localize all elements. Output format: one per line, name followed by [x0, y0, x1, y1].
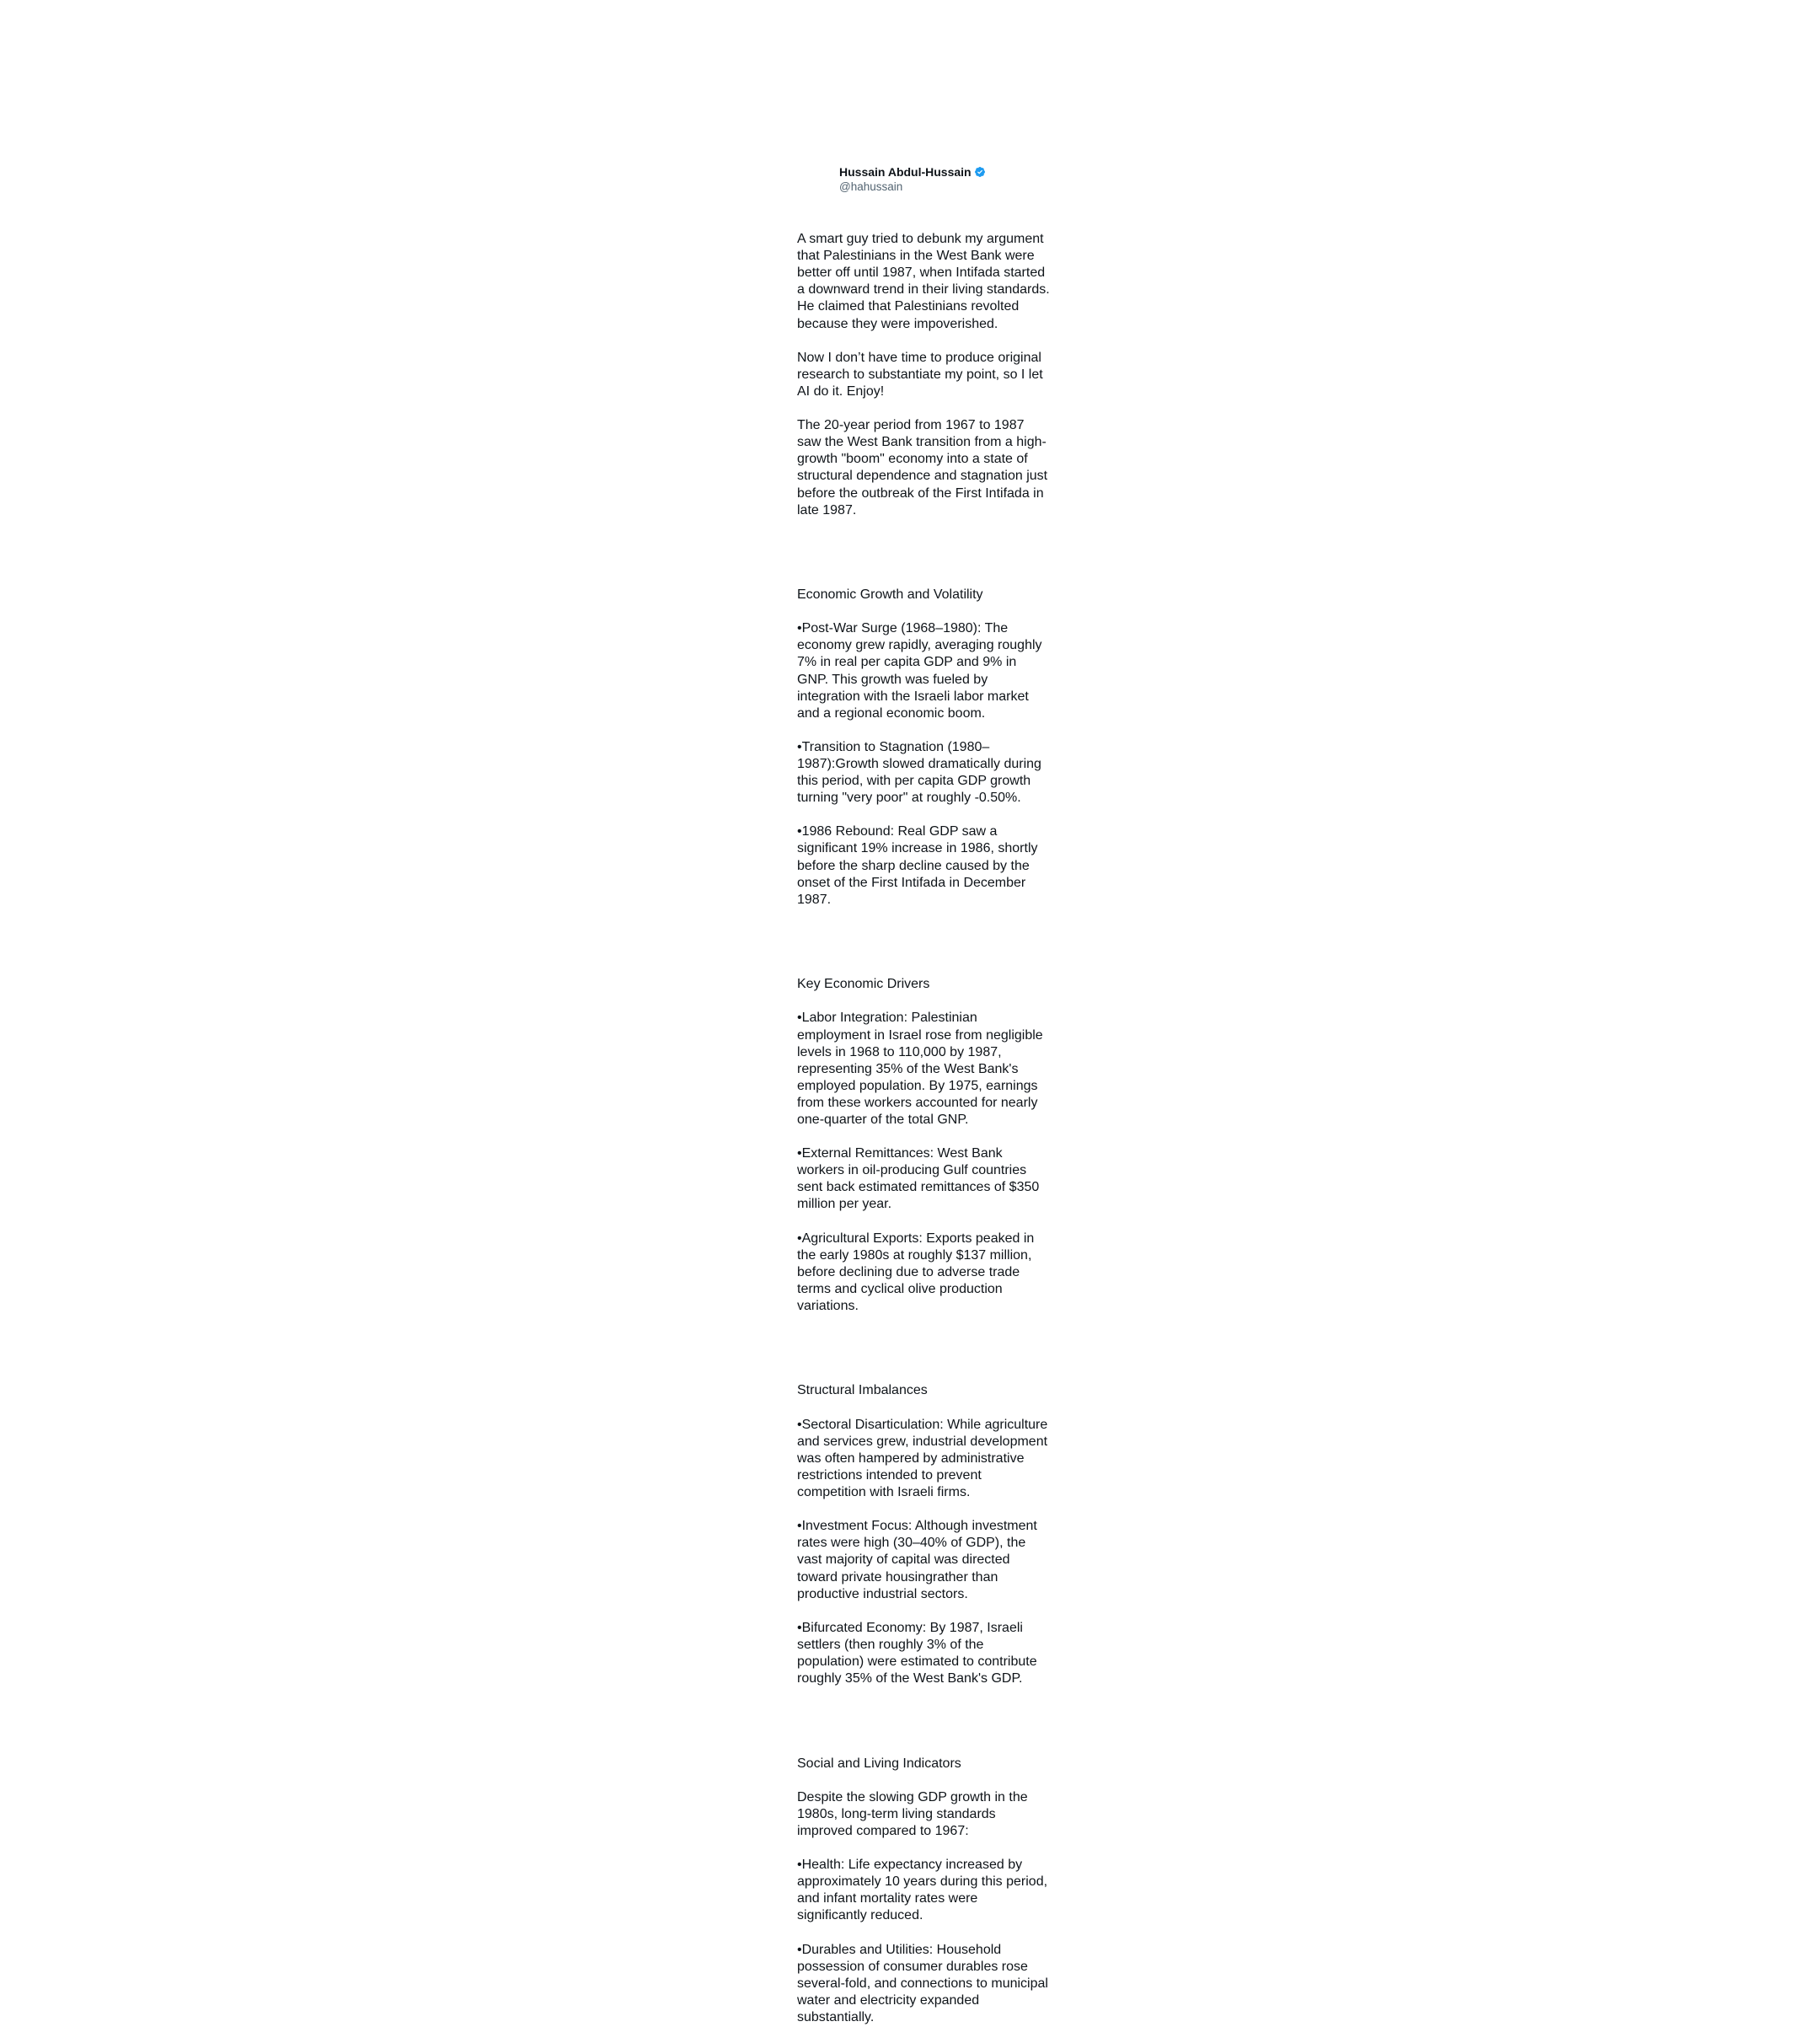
section-line: •1986 Rebound: Real GDP saw a significant 19% increase in 1986, shortly before the sharp decline caused by the onset of the First Intifada in December 1987.: [797, 824, 1038, 907]
section-line: •Transition to Stagnation (1980–1987):Growth slowed dramatically during this period, with per capita GDP growth turning "very poor" at roughly -0.50%.: [797, 739, 1041, 806]
paragraph-gap: [797, 536, 1050, 553]
section-line: •Durables and Utilities: Household possession of consumer durables rose several-fold, and connections to municipal water and electricity expanded substantially.: [797, 1942, 1048, 2024]
name-row: [839, 164, 986, 180]
section-line: •Agricultural Exports: Exports peaked in the early 1980s at roughly $137 million, before declining due to adverse trade terms and cyclical olive production variations.: [797, 1231, 1035, 1313]
section-line: •External Remittances: West Bank workers in oil-producing Gulf countries sent back estimated remittances of $350 million per year.: [797, 1146, 1040, 1212]
avatar[interactable]: [797, 164, 831, 197]
author-handle[interactable]: @hahussain: [839, 180, 903, 193]
section-line: Despite the slowing GDP growth in the 1980s, long-term living standards improved compared to 1967:: [797, 1789, 1028, 1838]
tweet-intro-2: Now I don’t have time to produce original research to substantiate my point, so I let AI do it. Enjoy!: [797, 350, 1043, 399]
verified-badge-icon: [974, 166, 986, 178]
section-line: •Health: Life expectancy increased by approximately 10 years during this period, and infant mortality rates were significantly reduced.: [797, 1858, 1048, 1923]
author-block: [839, 164, 986, 193]
section-line: •Bifurcated Economy: By 1987, Israeli settlers (then roughly 3% of the population) were estimated to contribute roughly 35% of the West Bank's GDP.: [797, 1620, 1037, 1686]
section-line: •Post-War Surge (1968–1980): The economy grew rapidly, averaging roughly 7% in real per capita GDP and 9% in GNP. This growth was fueled by integration with the Israeli labor market and a regional economic boom.: [797, 621, 1042, 721]
tweet-header: [797, 162, 1050, 199]
author-display-name[interactable]: Hussain Abdul-Hussain: [839, 164, 972, 179]
tweet-body: [797, 214, 1050, 2043]
section-line: •Investment Focus: Although investment rates were high (30–40% of GDP), the vast majority of capital was directed toward private housingrather than productive industrial sectors.: [797, 1519, 1037, 1601]
section-line: •Labor Integration: Palestinian employment in Israel rose from negligible levels in 1968 to 110,000 by 1987, representing 35% of the West Bank's employed population. By 1975, earnings from these workers accounted for nearly one-quarter of the total GNP.: [797, 1011, 1043, 1127]
section-heading: Social and Living Indicators: [797, 1756, 961, 1771]
section-heading: Economic Growth and Volatility: [797, 587, 983, 603]
section-line: •Sectoral Disarticulation: While agriculture and services grew, industrial development was often hampered by administrative restrictions intended to prevent competition with Israeli firms.: [797, 1417, 1048, 1500]
paragraph-gap: [797, 925, 1050, 942]
section-heading: Key Economic Drivers: [797, 977, 930, 992]
tweet-intro-1: A smart guy tried to debunk my argument that Palestinians in the West Bank were better off until 1987, when Intifada started a downward trend in their living standards. He claimed that Palestinians revolted because they were impoverished.: [797, 232, 1050, 331]
paragraph-gap: [797, 1332, 1050, 1349]
tweet-intro-3: The 20-year period from 1967 to 1987 saw the West Bank transition from a high-growth "boom" economy into a state of structural dependence and stagnation just before the outbreak of the First Intifada in late 1987.: [797, 418, 1048, 517]
tweet-card: [797, 162, 1050, 2043]
section-heading: Structural Imbalances: [797, 1383, 928, 1398]
paragraph-gap: [797, 1704, 1050, 1721]
